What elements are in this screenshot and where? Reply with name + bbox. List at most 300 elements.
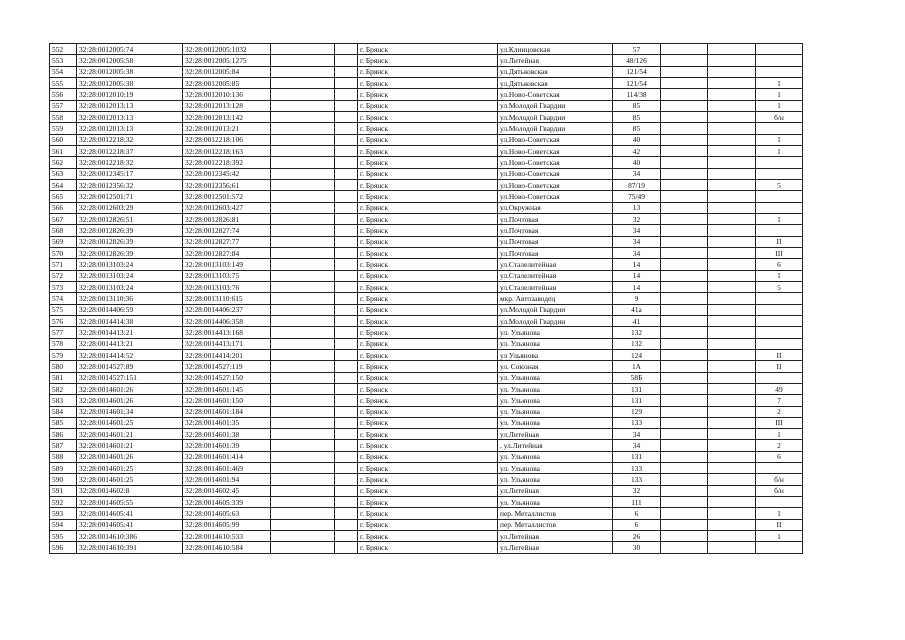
apartment-number: 7: [756, 395, 803, 406]
blank-cell: [708, 497, 756, 508]
city: г. Брянск: [358, 519, 498, 530]
blank-cell: [708, 417, 756, 428]
apartment-number: 1: [756, 270, 803, 281]
land-cadastral-number: 32:28:0014605:41: [77, 519, 183, 530]
object-cadastral-number: 32:28:0013103:76: [183, 281, 271, 292]
blank-cell: [335, 485, 358, 496]
row-number: 574: [50, 293, 77, 304]
street: ул.Ново-Советская: [498, 145, 613, 156]
blank-cell: [335, 44, 358, 55]
blank-cell: [271, 100, 335, 111]
row-number: 570: [50, 247, 77, 258]
blank-cell: [335, 179, 358, 190]
house-number: 133: [613, 463, 661, 474]
blank-cell: [708, 191, 756, 202]
land-cadastral-number: 32:28:0014601:25: [77, 463, 183, 474]
house-number: 34: [613, 429, 661, 440]
city: г. Брянск: [358, 474, 498, 485]
house-number: 40: [613, 134, 661, 145]
land-cadastral-number: 32:28:0012356:32: [77, 179, 183, 190]
blank-cell: [708, 236, 756, 247]
row-number: 564: [50, 179, 77, 190]
blank-cell: [708, 55, 756, 66]
object-cadastral-number: 32:28:0013103:149: [183, 259, 271, 270]
street: ул. Ульянова: [498, 327, 613, 338]
blank-cell: [661, 315, 708, 326]
blank-cell: [661, 327, 708, 338]
blank-cell: [271, 315, 335, 326]
table-row: [50, 474, 803, 485]
city: г. Брянск: [358, 179, 498, 190]
apartment-number: б/н: [756, 111, 803, 122]
land-cadastral-number: 32:28:0014414:52: [77, 349, 183, 360]
object-cadastral-number: 32:28:0014601:38: [183, 429, 271, 440]
city: г. Брянск: [358, 157, 498, 168]
blank-cell: [708, 315, 756, 326]
house-number: 6: [613, 519, 661, 530]
table-row: [50, 213, 803, 224]
blank-cell: [708, 440, 756, 451]
table-row: [50, 361, 803, 372]
street: ул. Ульянова: [498, 372, 613, 383]
blank-cell: [271, 111, 335, 122]
house-number: 114/38: [613, 89, 661, 100]
row-number: 587: [50, 440, 77, 451]
street: ул. Ульянова: [498, 497, 613, 508]
object-cadastral-number: 32:28:0014610:533: [183, 531, 271, 542]
object-cadastral-number: 32:28:0014406:358: [183, 315, 271, 326]
blank-cell: [335, 542, 358, 553]
table-row: [50, 293, 803, 304]
apartment-number: [756, 55, 803, 66]
blank-cell: [271, 44, 335, 55]
register-table: [49, 43, 803, 554]
street: ул.Ново-Советская: [498, 157, 613, 168]
blank-cell: [708, 168, 756, 179]
table-row: [50, 123, 803, 134]
blank-cell: [271, 168, 335, 179]
blank-cell: [335, 213, 358, 224]
blank-cell: [661, 89, 708, 100]
apartment-number: II: [756, 236, 803, 247]
blank-cell: [335, 440, 358, 451]
street: ул. Ульянова: [498, 406, 613, 417]
city: г. Брянск: [358, 293, 498, 304]
row-number: 576: [50, 315, 77, 326]
blank-cell: [335, 281, 358, 292]
apartment-number: [756, 327, 803, 338]
house-number: 85: [613, 100, 661, 111]
object-cadastral-number: 32:28:0014413:171: [183, 338, 271, 349]
street: ул.Литейная: [498, 55, 613, 66]
blank-cell: [271, 338, 335, 349]
apartment-number: 1: [756, 77, 803, 88]
blank-cell: [661, 383, 708, 394]
row-number: 569: [50, 236, 77, 247]
city: г. Брянск: [358, 429, 498, 440]
blank-cell: [708, 406, 756, 417]
apartment-number: 2: [756, 406, 803, 417]
house-number: 85: [613, 111, 661, 122]
city: г. Брянск: [358, 89, 498, 100]
blank-cell: [661, 66, 708, 77]
object-cadastral-number: 32:28:0014605:339: [183, 497, 271, 508]
city: г. Брянск: [358, 531, 498, 542]
row-number: 559: [50, 123, 77, 134]
table-row: [50, 281, 803, 292]
blank-cell: [335, 508, 358, 519]
land-cadastral-number: 32:28:0014601:26: [77, 451, 183, 462]
blank-cell: [271, 55, 335, 66]
blank-cell: [271, 542, 335, 553]
blank-cell: [271, 440, 335, 451]
city: г. Брянск: [358, 66, 498, 77]
land-cadastral-number: 32:28:0014610:391: [77, 542, 183, 553]
city: г. Брянск: [358, 338, 498, 349]
apartment-number: [756, 123, 803, 134]
object-cadastral-number: 32:28:0012501:572: [183, 191, 271, 202]
blank-cell: [335, 66, 358, 77]
blank-cell: [661, 55, 708, 66]
blank-cell: [335, 202, 358, 213]
row-number: 594: [50, 519, 77, 530]
table-row: [50, 372, 803, 383]
city: г. Брянск: [358, 463, 498, 474]
blank-cell: [271, 191, 335, 202]
apartment-number: [756, 542, 803, 553]
street: ул. Ульянова: [498, 383, 613, 394]
house-number: 133: [613, 474, 661, 485]
house-number: 6: [613, 508, 661, 519]
blank-cell: [708, 259, 756, 270]
house-number: 57: [613, 44, 661, 55]
house-number: 41: [613, 315, 661, 326]
blank-cell: [271, 361, 335, 372]
object-cadastral-number: 32:28:0012603:427: [183, 202, 271, 213]
object-cadastral-number: 32:28:0012827:84: [183, 247, 271, 258]
blank-cell: [335, 270, 358, 281]
apartment-number: [756, 66, 803, 77]
city: г. Брянск: [358, 77, 498, 88]
blank-cell: [661, 531, 708, 542]
table-row: [50, 100, 803, 111]
blank-cell: [335, 531, 358, 542]
house-number: 34: [613, 168, 661, 179]
blank-cell: [335, 77, 358, 88]
blank-cell: [661, 281, 708, 292]
object-cadastral-number: 32:28:0014414:201: [183, 349, 271, 360]
blank-cell: [335, 463, 358, 474]
blank-cell: [661, 474, 708, 485]
row-number: 592: [50, 497, 77, 508]
land-cadastral-number: 32:28:0013110:36: [77, 293, 183, 304]
blank-cell: [335, 157, 358, 168]
apartment-number: III: [756, 247, 803, 258]
row-number: 566: [50, 202, 77, 213]
city: г. Брянск: [358, 406, 498, 417]
house-number: 121/54: [613, 66, 661, 77]
row-number: 583: [50, 395, 77, 406]
city: г. Брянск: [358, 281, 498, 292]
table-row: [50, 315, 803, 326]
land-cadastral-number: 32:28:0012010:19: [77, 89, 183, 100]
city: г. Брянск: [358, 417, 498, 428]
house-number: 42: [613, 145, 661, 156]
table-row: [50, 145, 803, 156]
street: ул. Ульянова: [498, 395, 613, 406]
apartment-number: [756, 304, 803, 315]
house-number: 30: [613, 542, 661, 553]
blank-cell: [335, 395, 358, 406]
blank-cell: [271, 134, 335, 145]
table-row: [50, 77, 803, 88]
street: ул.Литейная: [498, 429, 613, 440]
table-row: [50, 497, 803, 508]
street: мкр. Автозаводец: [498, 293, 613, 304]
land-cadastral-number: 32:28:0014406:59: [77, 304, 183, 315]
blank-cell: [708, 429, 756, 440]
street: ул.Литейная: [498, 485, 613, 496]
blank-cell: [661, 440, 708, 451]
object-cadastral-number: 32:28:0014601:145: [183, 383, 271, 394]
house-number: 131: [613, 383, 661, 394]
blank-cell: [335, 451, 358, 462]
blank-cell: [708, 327, 756, 338]
blank-cell: [661, 338, 708, 349]
house-number: 32: [613, 213, 661, 224]
table-row: [50, 338, 803, 349]
object-cadastral-number: 32:28:0013103:75: [183, 270, 271, 281]
table-row: [50, 270, 803, 281]
city: г. Брянск: [358, 304, 498, 315]
blank-cell: [271, 451, 335, 462]
object-cadastral-number: 32:28:0014601:150: [183, 395, 271, 406]
row-number: 584: [50, 406, 77, 417]
apartment-number: [756, 157, 803, 168]
apartment-number: [756, 168, 803, 179]
street: ул.Молодой Гвардии: [498, 100, 613, 111]
land-cadastral-number: 32:28:0012013:13: [77, 123, 183, 134]
house-number: 40: [613, 157, 661, 168]
row-number: 586: [50, 429, 77, 440]
row-number: 558: [50, 111, 77, 122]
house-number: 9: [613, 293, 661, 304]
house-number: 14: [613, 281, 661, 292]
blank-cell: [271, 281, 335, 292]
object-cadastral-number: 32:28:0012218:106: [183, 134, 271, 145]
blank-cell: [335, 315, 358, 326]
blank-cell: [661, 77, 708, 88]
object-cadastral-number: 32:28:0014527:119: [183, 361, 271, 372]
blank-cell: [661, 202, 708, 213]
blank-cell: [271, 247, 335, 258]
blank-cell: [661, 145, 708, 156]
apartment-number: 6: [756, 451, 803, 462]
blank-cell: [708, 293, 756, 304]
table-row: [50, 179, 803, 190]
row-number: 580: [50, 361, 77, 372]
apartment-number: II: [756, 349, 803, 360]
blank-cell: [708, 247, 756, 258]
blank-cell: [271, 531, 335, 542]
row-number: 555: [50, 77, 77, 88]
street: ул.Молодой Гвардии: [498, 304, 613, 315]
row-number: 552: [50, 44, 77, 55]
blank-cell: [661, 349, 708, 360]
blank-cell: [271, 463, 335, 474]
row-number: 591: [50, 485, 77, 496]
blank-cell: [271, 236, 335, 247]
city: г. Брянск: [358, 225, 498, 236]
street: ул.Почтовая: [498, 225, 613, 236]
blank-cell: [661, 157, 708, 168]
blank-cell: [271, 417, 335, 428]
street: ул. Ульянова: [498, 417, 613, 428]
blank-cell: [708, 145, 756, 156]
table-row: [50, 89, 803, 100]
table-row: [50, 202, 803, 213]
land-cadastral-number: 32:28:0012218:37: [77, 145, 183, 156]
city: г. Брянск: [358, 270, 498, 281]
street: ул.Почтовая: [498, 236, 613, 247]
apartment-number: 1: [756, 429, 803, 440]
apartment-number: б/н: [756, 485, 803, 496]
land-cadastral-number: 32:28:0014601:25: [77, 474, 183, 485]
object-cadastral-number: 32:28:0012005:1032: [183, 44, 271, 55]
object-cadastral-number: 32:28:0014413:168: [183, 327, 271, 338]
apartment-number: II: [756, 361, 803, 372]
blank-cell: [335, 372, 358, 383]
blank-cell: [708, 66, 756, 77]
row-number: 554: [50, 66, 77, 77]
blank-cell: [271, 508, 335, 519]
blank-cell: [708, 451, 756, 462]
house-number: 34: [613, 236, 661, 247]
street: ул.Молодой Гвардии: [498, 315, 613, 326]
city: г. Брянск: [358, 327, 498, 338]
apartment-number: 2: [756, 440, 803, 451]
street: ул.Молодой Гвардии: [498, 123, 613, 134]
table-row: [50, 191, 803, 202]
street: ул.Литейная: [498, 542, 613, 553]
row-number: 568: [50, 225, 77, 236]
blank-cell: [271, 157, 335, 168]
land-cadastral-number: 32:28:0012345:17: [77, 168, 183, 179]
apartment-number: 1: [756, 213, 803, 224]
row-number: 556: [50, 89, 77, 100]
blank-cell: [661, 179, 708, 190]
apartment-number: [756, 225, 803, 236]
blank-cell: [661, 111, 708, 122]
house-number: 85: [613, 123, 661, 134]
apartment-number: [756, 315, 803, 326]
blank-cell: [661, 417, 708, 428]
row-number: 585: [50, 417, 77, 428]
table-row: [50, 66, 803, 77]
city: г. Брянск: [358, 485, 498, 496]
land-cadastral-number: 32:28:0012826:51: [77, 213, 183, 224]
table-row: [50, 44, 803, 55]
blank-cell: [335, 89, 358, 100]
land-cadastral-number: 32:28:0012005:38: [77, 66, 183, 77]
blank-cell: [708, 44, 756, 55]
object-cadastral-number: 32:28:0012005:1275: [183, 55, 271, 66]
blank-cell: [335, 100, 358, 111]
table-row: [50, 417, 803, 428]
table-row: [50, 395, 803, 406]
object-cadastral-number: 32:28:0012218:392: [183, 157, 271, 168]
table-row: [50, 168, 803, 179]
land-cadastral-number: 32:28:0012218:32: [77, 134, 183, 145]
house-number: 26: [613, 531, 661, 542]
street: ул. Союзная: [498, 361, 613, 372]
house-number: 75/49: [613, 191, 661, 202]
table-row: [50, 485, 803, 496]
blank-cell: [661, 259, 708, 270]
row-number: 561: [50, 145, 77, 156]
city: г. Брянск: [358, 259, 498, 270]
blank-cell: [335, 349, 358, 360]
blank-cell: [335, 247, 358, 258]
city: г. Брянск: [358, 134, 498, 145]
house-number: 14: [613, 259, 661, 270]
object-cadastral-number: 32:28:0014601:94: [183, 474, 271, 485]
blank-cell: [708, 304, 756, 315]
city: г. Брянск: [358, 508, 498, 519]
street: ул. Ульянова: [498, 463, 613, 474]
street: ул Ульянова: [498, 349, 613, 360]
blank-cell: [661, 519, 708, 530]
row-number: 577: [50, 327, 77, 338]
apartment-number: 49: [756, 383, 803, 394]
row-number: 593: [50, 508, 77, 519]
blank-cell: [661, 508, 708, 519]
object-cadastral-number: 32:28:0012218:163: [183, 145, 271, 156]
blank-cell: [335, 123, 358, 134]
row-number: 573: [50, 281, 77, 292]
apartment-number: 1: [756, 508, 803, 519]
blank-cell: [335, 417, 358, 428]
blank-cell: [661, 191, 708, 202]
blank-cell: [708, 383, 756, 394]
house-number: 87/19: [613, 179, 661, 190]
blank-cell: [335, 111, 358, 122]
street: ул. Ульянова: [498, 474, 613, 485]
table-body: [50, 44, 803, 554]
house-number: 14: [613, 270, 661, 281]
blank-cell: [708, 179, 756, 190]
apartment-number: 1: [756, 100, 803, 111]
house-number: 132: [613, 338, 661, 349]
apartment-number: 1: [756, 134, 803, 145]
apartment-number: [756, 44, 803, 55]
object-cadastral-number: 32:28:0012356:61: [183, 179, 271, 190]
blank-cell: [661, 168, 708, 179]
blank-cell: [271, 474, 335, 485]
city: г. Брянск: [358, 100, 498, 111]
land-cadastral-number: 32:28:0012826:39: [77, 236, 183, 247]
blank-cell: [708, 202, 756, 213]
object-cadastral-number: 32:28:0012005:85: [183, 77, 271, 88]
object-cadastral-number: 32:28:0014601:414: [183, 451, 271, 462]
table-row: [50, 406, 803, 417]
register-sheet: [49, 43, 803, 554]
table-row: [50, 225, 803, 236]
street: ул.Ново-Советская: [498, 134, 613, 145]
street: ул.Клинцовская: [498, 44, 613, 55]
blank-cell: [271, 270, 335, 281]
house-number: 132: [613, 327, 661, 338]
